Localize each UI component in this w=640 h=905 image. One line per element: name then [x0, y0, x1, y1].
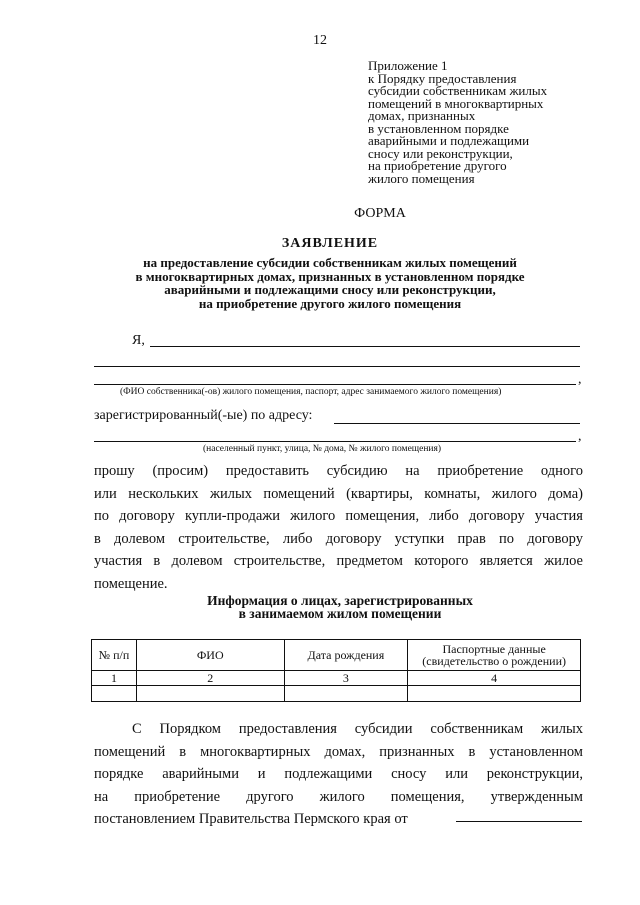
header-passport: Паспортные данные (свидетельство о рождении): [408, 640, 581, 671]
subtitle-line: аварийными и подлежащими сносу или реконструкции,: [164, 282, 496, 297]
address-hint: (населенный пункт, улица, № дома, № жилого помещения): [203, 444, 442, 454]
request-line: прошу (просим) предоставить субсидию на приобретение одного: [94, 463, 583, 479]
closing-last-line: постановлением Правительства Пермского края от: [94, 811, 408, 828]
table-row: [92, 671, 581, 686]
table-cell[interactable]: [284, 686, 408, 702]
table-cell[interactable]: [92, 686, 137, 702]
closing-line: порядке аварийными и подлежащими сносу или реконструкции,: [94, 766, 583, 783]
info-title-line: в занимаемом жилом помещении: [238, 606, 442, 621]
table-cell: 4: [408, 671, 581, 686]
address-line-1[interactable]: [334, 423, 580, 424]
applicant-prefix: Я,: [132, 333, 145, 348]
table-header-row: [92, 640, 581, 671]
table-cell: 3: [284, 671, 408, 686]
info-title: [0, 594, 640, 620]
table-cell[interactable]: [136, 686, 284, 702]
appendix-line: сносу или реконструкции,: [368, 145, 513, 161]
applicant-details-line[interactable]: [94, 366, 580, 367]
appendix-line: помещений в многоквартирных: [368, 95, 544, 111]
table-row-empty[interactable]: [92, 686, 581, 702]
document-subtitle: [100, 256, 560, 310]
request-line: по договору купли-продажи жилого помещения, либо договору участия: [94, 508, 583, 525]
appendix-line: к Порядку предоставления: [368, 70, 517, 86]
subtitle-line: в многоквартирных домах, признанных в установленном порядке: [135, 268, 525, 284]
applicant-comma: ,: [578, 372, 582, 387]
appendix-line: аварийными и подлежащими: [368, 133, 530, 148]
request-line: в долевом строительстве, либо договору уступки прав по договору: [94, 530, 583, 547]
appendix-line: в установленном порядке: [368, 120, 509, 136]
info-title-line: Информация о лицах, зарегистрированных: [207, 593, 473, 608]
header-name: ФИО: [136, 640, 284, 671]
header-birthdate: Дата рождения: [284, 640, 408, 671]
form-label: ФОРМА: [354, 206, 406, 221]
page-number: 12: [313, 33, 327, 48]
closing-line: помещений в многоквартирных домах, признанных в установленном: [94, 743, 583, 760]
applicant-name-line[interactable]: [150, 346, 580, 347]
subtitle-line: на предоставление субсидии собственникам жилых помещений: [143, 255, 517, 270]
appendix-line: Приложение 1: [368, 58, 448, 73]
header-number: № п/п: [92, 640, 137, 671]
closing-line: С Порядком предоставления субсидии собственникам жилых: [132, 721, 583, 737]
table-cell: 1: [92, 671, 137, 686]
subtitle-line: на приобретение другого жилого помещения: [198, 295, 462, 311]
request-paragraph: [94, 460, 583, 596]
table-cell: 2: [136, 671, 284, 686]
address-label: зарегистрированный(-ые) по адресу:: [94, 408, 313, 423]
closing-line: на приобретение другого жилого помещения, утвержденным: [94, 788, 583, 805]
residents-table: [91, 639, 581, 702]
appendix-line: жилого помещения: [368, 170, 475, 186]
request-last-line: помещение.: [94, 575, 168, 592]
request-line: участия в долевом строительстве, предметом которого является жилое: [94, 553, 583, 570]
applicant-address-line[interactable]: [94, 384, 576, 385]
table-cell[interactable]: [408, 686, 581, 702]
request-line: или нескольких жилых помещений (квартиры, комнаты, жилого дома): [94, 485, 583, 502]
appendix-line: субсидии собственникам жилых: [368, 83, 548, 98]
appendix-line: на приобретение другого: [368, 158, 507, 173]
address-line-2[interactable]: [94, 441, 576, 442]
decree-date-line[interactable]: [456, 821, 582, 822]
address-comma: ,: [578, 429, 582, 444]
document-title: ЗАЯВЛЕНИЕ: [281, 236, 379, 251]
closing-paragraph: [94, 718, 583, 831]
applicant-hint: (ФИО собственника(-ов) жилого помещения, паспорт, адрес занимаемого жилого помещения): [120, 387, 502, 397]
appendix-header: [368, 60, 618, 185]
appendix-line: домах, признанных: [368, 108, 476, 123]
